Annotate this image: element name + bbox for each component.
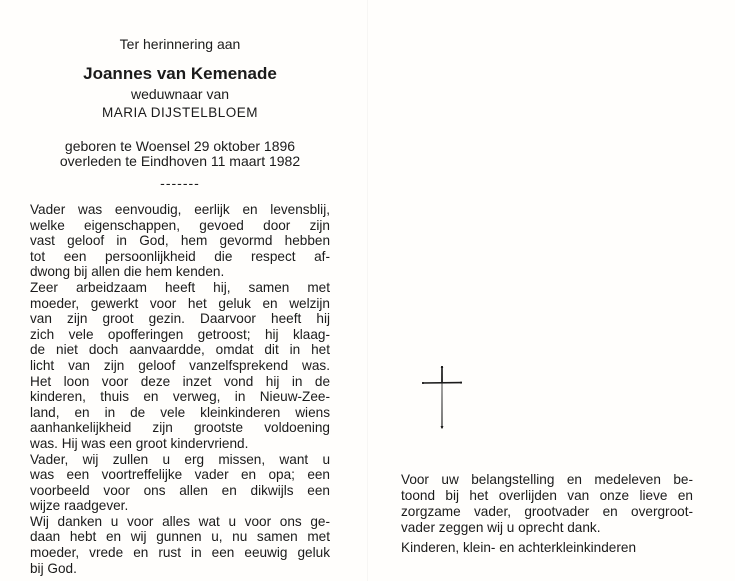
left-panel [30,36,330,576]
text-line: Voor uw belangstelling en medeleven be- [401,472,693,487]
divider: ------- [160,175,200,191]
intro-text: Ter herinnering aan [119,36,241,52]
text-line: aanhankelijkheid zijn grootste voldoening [30,420,330,436]
widower-of-text: weduwnaar van [130,86,230,102]
text-line: licht van zijn geloof vanzelfsprekend was. [30,357,330,373]
text-line: de niet doch aanvaardde, omdat dit in het [30,342,330,358]
text-line: Het loon voor deze inzet vond hij in de [30,373,330,389]
text-line: zich vele opofferingen getroost; hij klaag- [30,326,330,342]
text-line: Wij danken u voor alles wat u voor ons ge- [30,513,330,529]
right-panel [401,472,693,556]
text-line: was een voortreffelijke vader en opa; een [30,467,330,483]
thanks-text [401,472,693,536]
deceased-name: Joannes van Kemenade [83,64,277,83]
memorial-text [30,202,330,576]
text-line: was. Hij was een groot kindervriend. [30,435,249,451]
text-line: bij God. [30,560,77,576]
text-line: kinderen, thuis en verweg, in Nieuw-Zee- [30,389,330,405]
signoff: Kinderen, klein- en achterkleinkinderen [401,540,637,555]
death-line: overleden te Eindhoven 11 maart 1982 [59,153,301,169]
text-line: van zijn groot gezin. Daarvoor heeft hij [30,311,330,327]
text-line: dwong bij allen die hem kenden. [30,264,225,280]
text-line: zorgzame vader, grootvader en overgroot- [401,504,693,519]
fold-line [367,0,368,581]
text-line: moeder, vrede en rust in een eeuwig geluk [30,545,330,561]
text-line: Zeer arbeidzaam heeft hij, samen met [30,279,330,295]
birth-line: geboren te Woensel 29 oktober 1896 [64,138,296,154]
life-dates [30,139,330,169]
text-line: welke eigenschappen, gevoed door zijn [30,217,330,233]
text-line: vast geloof in God, hem gevormd hebben [30,233,330,249]
text-line: Vader was eenvoudig, eerlijk en levensblij, [30,202,330,217]
cross-icon [420,364,464,430]
text-line: voorbeeld voor ons allen en dikwijls een [30,482,330,498]
text-line: daan hebt en wij gunnen u, nu samen met [30,529,330,545]
text-line: wijze raadgever. [30,498,129,514]
text-line: toond bij het overlijden van onze lieve en [401,488,693,503]
spouse-name: MARIA DIJSTELBLOEM [101,105,259,120]
text-line: tot een persoonlijkheid die respect af- [30,248,330,264]
text-line: vader zeggen wij u oprecht dank. [401,520,601,535]
text-line: moeder, gewerkt voor het geluk en welzijn [30,295,330,311]
text-line: Vader, wij zullen u erg missen, want u [30,451,330,467]
text-line: land, en in de vele kleinkinderen wiens [30,404,330,420]
